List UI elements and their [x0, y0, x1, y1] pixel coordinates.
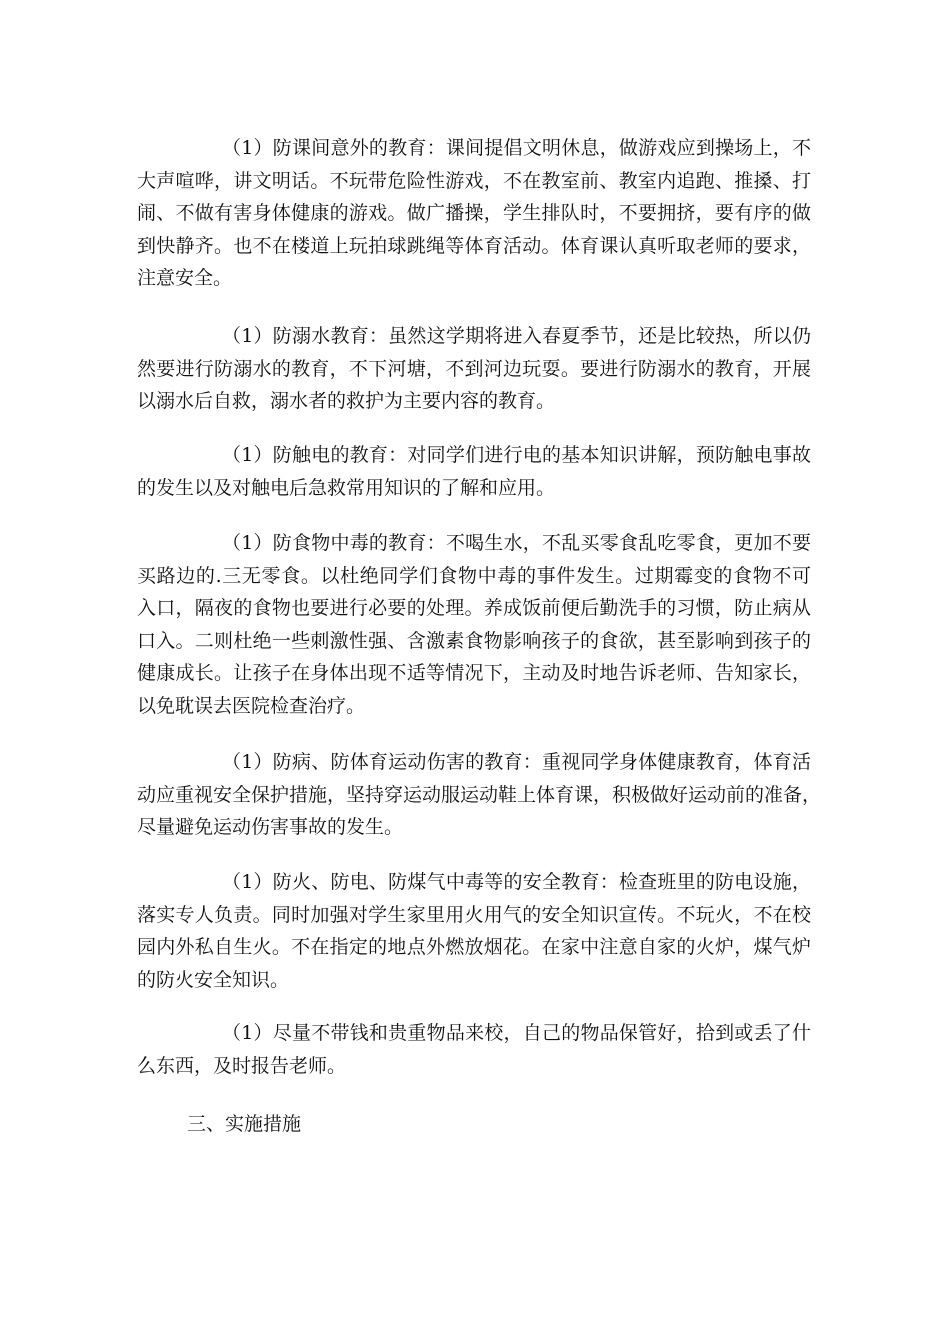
- paragraph-electric-shock: [137, 439, 811, 504]
- text-line: 到快静齐。也不在楼道上玩拍球跳绳等体育活动。体育课认真听取老师的要求，: [137, 234, 811, 257]
- paragraph-campus-safety: [137, 132, 811, 295]
- text-line: 尽量避免运动伤害事故的发生。: [137, 816, 404, 838]
- section-heading: 三、实施措施: [187, 1113, 302, 1135]
- text-line: 注意安全。: [137, 267, 233, 289]
- text-line: （1）防触电的教育：对同学们进行电的基本知识讲解，预防触电事故: [222, 444, 811, 466]
- text-line: （1）防溺水教育：虽然这学期将进入春夏季节，还是比较热，所以仍: [222, 325, 811, 347]
- text-line: 闹、不做有害身体健康的游戏。做广播操，学生排队时，不要拥挤，要有序的做: [137, 202, 811, 224]
- text-line: 以溺水后自救，溺水者的救护为主要内容的教育。: [137, 390, 556, 412]
- text-line: （1）防食物中毒的教育：不喝生水，不乱买零食乱吃零食，更加不要: [222, 532, 811, 554]
- text-line: （1）尽量不带钱和贵重物品来校，自己的物品保管好，拾到或丢了什: [222, 1022, 811, 1044]
- paragraph-food-poisoning: [137, 527, 811, 722]
- text-line: 口入。二则杜绝一些刺激性强、含激素食物影响孩子的食欲，甚至影响到孩子的: [137, 629, 811, 652]
- text-line: 园内外私自生火。不在指定的地点外燃放烟花。在家中注意自家的火炉，煤气炉: [137, 936, 811, 958]
- text-line: 入口，隔夜的食物也要进行必要的处理。养成饭前便后勤洗手的习惯，防止病从: [137, 597, 811, 619]
- text-line: 大声喧哗，讲文明话。不玩带危险性游戏，不在教室前、教室内追跑、推搡、打: [137, 169, 811, 192]
- text-line: 以免耽误去医院检查治疗。: [137, 694, 366, 717]
- text-line: 的防火安全知识。: [137, 968, 290, 991]
- paragraph-sports-injury: [137, 746, 822, 844]
- text-line: 然要进行防溺水的教育，不下河塘，不到河边玩耍。要进行防溺水的教育，开展: [137, 357, 811, 380]
- text-line: （1）防火、防电、防煤气中毒等的安全教育：检查班里的防电设施，: [222, 871, 811, 893]
- paragraph-fire-safety: [137, 866, 811, 996]
- text-line: 落实专人负责。同时加强对学生家里用火用气的安全知识宣传。不玩火，不在校: [137, 903, 811, 926]
- text-line: （1）防课间意外的教育：课间提倡文明休息，做游戏应到操场上，不: [222, 137, 811, 159]
- text-line: 么东西，及时报告老师。: [137, 1054, 347, 1077]
- text-line: 的发生以及对触电后急救常用知识的了解和应用。: [137, 476, 556, 499]
- text-line: （1）防病、防体育运动伤害的教育：重视同学身体健康教育，体育活: [222, 751, 811, 773]
- text-line: 健康成长。让孩子在身体出现不适等情况下，主动及时地告诉老师、告知家长，: [137, 662, 811, 684]
- paragraph-valuables: [137, 1017, 811, 1082]
- paragraph-drowning: [137, 320, 811, 418]
- text-line: 买路边的.三无零食。以杜绝同学们食物中毒的事件发生。过期霉变的食物不可: [137, 564, 811, 587]
- text-line: 动应重视安全保护措施，坚持穿运动服运动鞋上体育课，积极做好运动前的准备，: [137, 783, 822, 806]
